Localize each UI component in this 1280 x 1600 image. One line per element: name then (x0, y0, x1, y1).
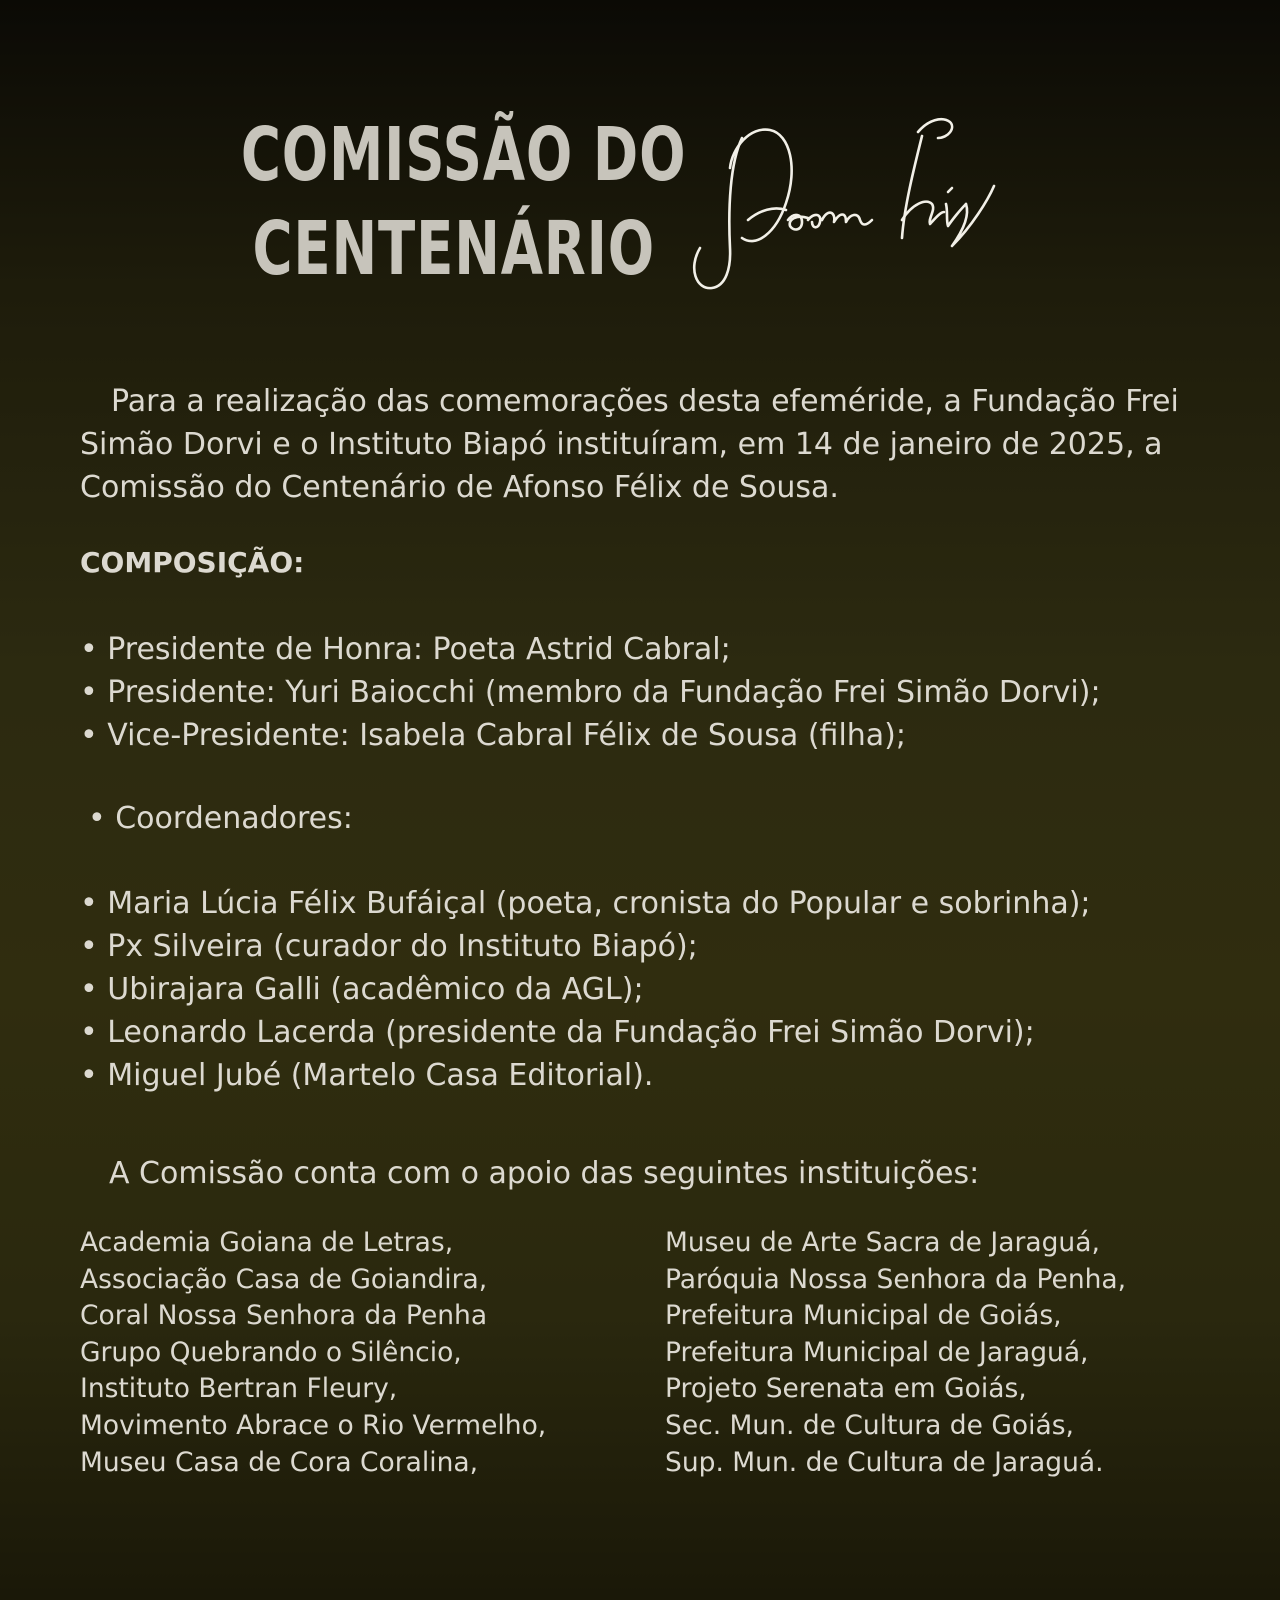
list-item: Paróquia Nossa Senhora da Penha, (665, 1263, 1127, 1295)
support-intro: A Comissão conta com o apoio das seguintes instituições: (109, 1156, 980, 1191)
page-title (150, 108, 687, 296)
list-item: Associação Casa de Goiandira, (80, 1263, 488, 1295)
list-item: • Presidente de Honra: Poeta Astrid Cabral; (80, 632, 731, 667)
list-item: Sec. Mun. de Cultura de Goiás, (665, 1409, 1074, 1441)
list-item: Prefeitura Municipal de Jaraguá, (665, 1336, 1089, 1368)
signature-icon (690, 108, 1020, 308)
list-item: • Presidente: Yuri Baiocchi (membro da Fundação Frei Simão Dorvi); (80, 675, 1101, 710)
coordinators-label: • Coordenadores: (88, 801, 353, 836)
list-item: Museu Casa de Cora Coralina, (80, 1446, 479, 1478)
institutions-right-column (665, 1225, 1126, 1481)
list-item: Museu de Arte Sacra de Jaraguá, (665, 1227, 1100, 1258)
list-item: • Px Silveira (curador do Instituto Biapó); (80, 929, 698, 964)
list-item: Coral Nossa Senhora da Penha (80, 1300, 488, 1332)
list-item: Prefeitura Municipal de Goiás, (665, 1300, 1062, 1332)
list-item: • Miguel Jubé (Martelo Casa Editorial). (80, 1058, 654, 1093)
title-line-1: COMISSÃO DO (240, 112, 687, 198)
list-item: • Vice-Presidente: Isabela Cabral Félix de Sousa (filha); (80, 718, 906, 753)
intro-paragraph: Para a realização das comemorações desta efeméride, a Fundação Frei Simão Dorvi e o Instituto Biapó instituíram, em 14 de janeiro de 2025, a Comissão do Centenário de Afonso Félix de Sousa. (80, 384, 1179, 505)
title-line-2: CENTENÁRIO (252, 206, 655, 292)
list-item: • Ubirajara Galli (acadêmico da AGL); (80, 972, 644, 1007)
institutions-left-column (80, 1225, 546, 1481)
list-item: Projeto Serenata em Goiás, (665, 1373, 1027, 1405)
list-item: Movimento Abrace o Rio Vermelho, (80, 1409, 547, 1441)
leaders-list (80, 628, 1101, 757)
list-item: Sup. Mun. de Cultura de Jaraguá. (665, 1446, 1104, 1478)
list-item: Instituto Bertran Fleury, (80, 1373, 398, 1405)
list-item: • Leonardo Lacerda (presidente da Fundação Frei Simão Dorvi); (80, 1015, 1035, 1050)
list-item: Academia Goiana de Letras, (80, 1227, 454, 1258)
composition-heading: COMPOSIÇÃO: (80, 546, 305, 579)
coordinators-list (80, 882, 1091, 1097)
list-item: Grupo Quebrando o Silêncio, (80, 1336, 462, 1368)
list-item: • Maria Lúcia Félix Bufáiçal (poeta, cronista do Popular e sobrinha); (80, 886, 1091, 921)
